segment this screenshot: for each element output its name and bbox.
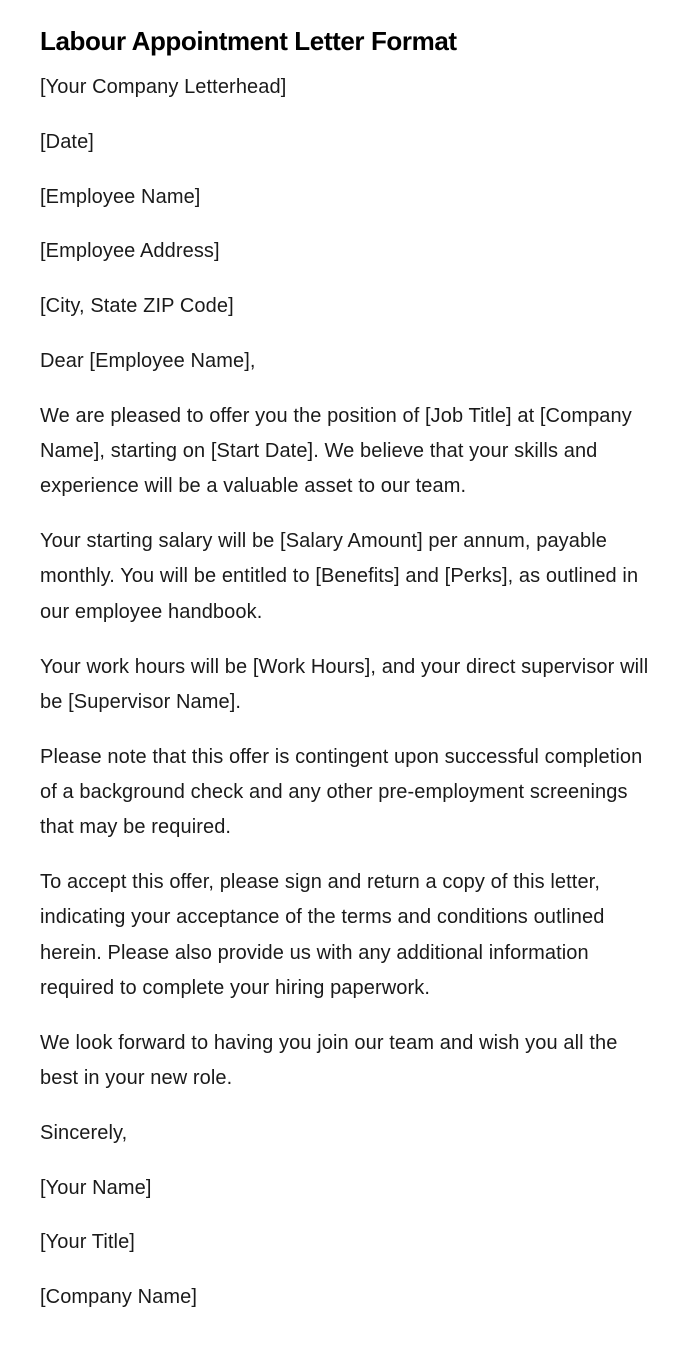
body-paragraph-hours: Your work hours will be [Work Hours], and your direct supervisor will be [Supervisor Name]. bbox=[40, 655, 649, 713]
page-title: Labour Appointment Letter Format bbox=[40, 26, 457, 56]
signer-name-placeholder: [Your Name] bbox=[40, 1176, 152, 1199]
company-name-placeholder: [Company Name] bbox=[40, 1286, 198, 1309]
body-paragraph-offer: We are pleased to offer you the position of [Job Title] at [Company Name], starting on [Start Date]. We believe that your skills and experience will be a valuable asset to our team. bbox=[40, 404, 632, 498]
body-paragraph-acceptance: To accept this offer, please sign and return a copy of this letter, indicating your acceptance of the terms and conditions outlined herein. Please also provide us with any additional information required to complete your hiring paperwork. bbox=[40, 871, 605, 999]
date-placeholder: [Date] bbox=[40, 130, 94, 153]
city-state-zip-placeholder: [City, State ZIP Code] bbox=[40, 295, 234, 318]
body-paragraph-closing-wish: We look forward to having you join our team and wish you all the best in your new role. bbox=[40, 1031, 618, 1090]
salutation: Dear [Employee Name], bbox=[40, 349, 256, 372]
body-paragraph-contingency: Please note that this offer is contingent upon successful completion of a background check and any other pre-employment screenings that may be required. bbox=[40, 745, 643, 839]
closing: Sincerely, bbox=[40, 1121, 128, 1144]
signer-title-placeholder: [Your Title] bbox=[40, 1231, 135, 1254]
letter-body bbox=[40, 70, 650, 1316]
letter-document bbox=[40, 22, 650, 1335]
body-paragraph-salary: Your starting salary will be [Salary Amount] per annum, payable monthly. You will be entitled to [Benefits] and [Perks], as outlined in our employee handbook. bbox=[40, 530, 639, 623]
letterhead-placeholder: [Your Company Letterhead] bbox=[40, 76, 287, 98]
employee-name-placeholder: [Employee Name] bbox=[40, 185, 201, 208]
employee-address-placeholder: [Employee Address] bbox=[40, 240, 220, 263]
